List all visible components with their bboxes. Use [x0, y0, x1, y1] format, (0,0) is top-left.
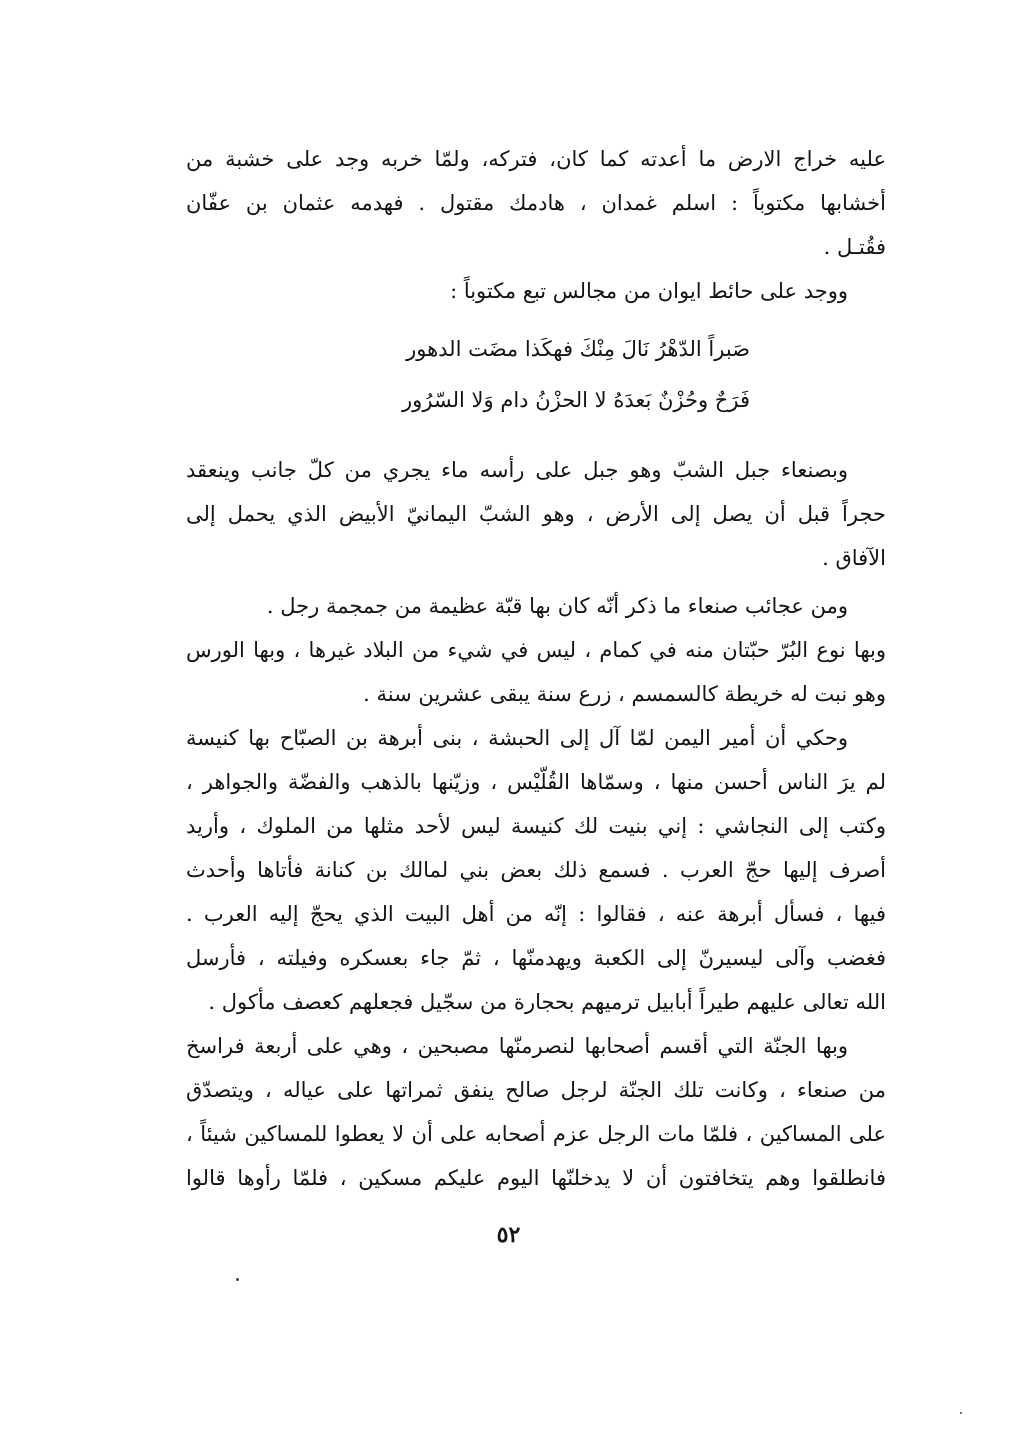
- text-line: وبصنعاء جبل الشبّ وهو جبل على رأسه ماء يجري من كلّ جانب وينعقد: [186, 458, 848, 482]
- text-line: وكتب إلى النجاشي : إني بنيت لك كنيسة ليس لأحد مثلها من الملوك ، وأريد: [186, 814, 886, 838]
- scan-speck: [960, 1412, 962, 1414]
- verse-line-1: صَبراً الدّهْرُ نَالَ مِنْكَ فهكَذا مضَت الدهور: [406, 337, 750, 361]
- text-line: عليه خراج الارض ما أعدته كما كان، فتركه، ولمّا خربه وجد على خشبة من: [186, 147, 886, 171]
- text-line: وبها نوع البُرّ حبّتان منه في كمام ، ليس في شيء من البلاد غيرها ، وبها الورس: [186, 638, 886, 662]
- text-line: أصرف إليها حجّ العرب . فسمع ذلك بعض بني لمالك بن كنانة فأتاها وأحدث: [186, 858, 886, 882]
- text-line: ووجد على حائط ايوان من مجالس تبع مكتوباً :: [450, 279, 848, 303]
- paragraph-5: [186, 716, 886, 1024]
- text-line: أخشابها مكتوباً : اسلم غمدان ، هادمك مقتول . فهدمه عثمان بن عفّان: [186, 191, 886, 215]
- text-line: فقُتـل .: [823, 235, 886, 259]
- page-number: ٥٢: [496, 1222, 521, 1248]
- text-line: فانطلقوا وهم يتخافتون أن لا يدخلنّها اليوم عليكم مسكين ، فلمّا رأوها قالوا: [186, 1166, 886, 1190]
- paragraph-2: [186, 269, 886, 313]
- text-line: وهو نبت له خريطة كالسمسم ، زرع سنة يبقى عشرين سنة .: [363, 682, 886, 706]
- paragraph-1: [186, 137, 886, 269]
- scan-speck: [236, 1278, 239, 1281]
- text-line: وبها الجنّة التي أقسم أصحابها لنصرمنّها مصبحين ، وهي على أربعة فراسخ: [186, 1034, 848, 1058]
- text-line: ومن عجائب صنعاء ما ذكر أنّه كان بها قبّة عظيمة من جمجمة رجل .: [266, 594, 848, 618]
- text-line: لم يرَ الناس أحسن منها ، وسمّاها القُلّيْس ، وزيّنها بالذهب والفضّة والجواهر ،: [186, 770, 886, 794]
- text-line: على المساكين ، فلمّا مات الرجل عزم أصحابه على أن لا يعطوا للمساكين شيئاً ،: [186, 1122, 886, 1146]
- paragraph-6: [186, 1024, 886, 1200]
- paragraph-3: [186, 448, 886, 580]
- text-line: وحكي أن أمير اليمن لمّا آل إلى الحبشة ، بنى أبرهة بن الصبّاح بها كنيسة: [186, 726, 848, 750]
- verse-line-2: فَرَحٌ وحُزْنٌ بَعدَهُ لا الحزْنُ دام وَلا السّرُور: [402, 388, 750, 412]
- text-line: فغضب وآلى ليسيرنّ إلى الكعبة ويهدمنّها ، ثمّ جاء بعسكره وفيلته ، فأرسل: [186, 946, 886, 970]
- text-line: من صنعاء ، وكانت تلك الجنّة لرجل صالح ينفق ثمراتها على عياله ، ويتصدّق: [186, 1078, 886, 1102]
- text-line: الآفاق .: [822, 546, 886, 570]
- paragraph-4: [186, 584, 886, 716]
- text-line: فيها ، فسأل أبرهة عنه ، فقالوا : إنّه من أهل البيت الذي يحجّ إليه العرب .: [186, 902, 886, 926]
- text-line: حجراً قبل أن يصل إلى الأرض ، وهو الشبّ اليمانيّ الأبيض الذي يحمل إلى: [186, 502, 886, 526]
- text-line: الله تعالى عليهم طيراً أبابيل ترميهم بحجارة من سجّيل فجعلهم كعصف مأكول .: [208, 990, 886, 1014]
